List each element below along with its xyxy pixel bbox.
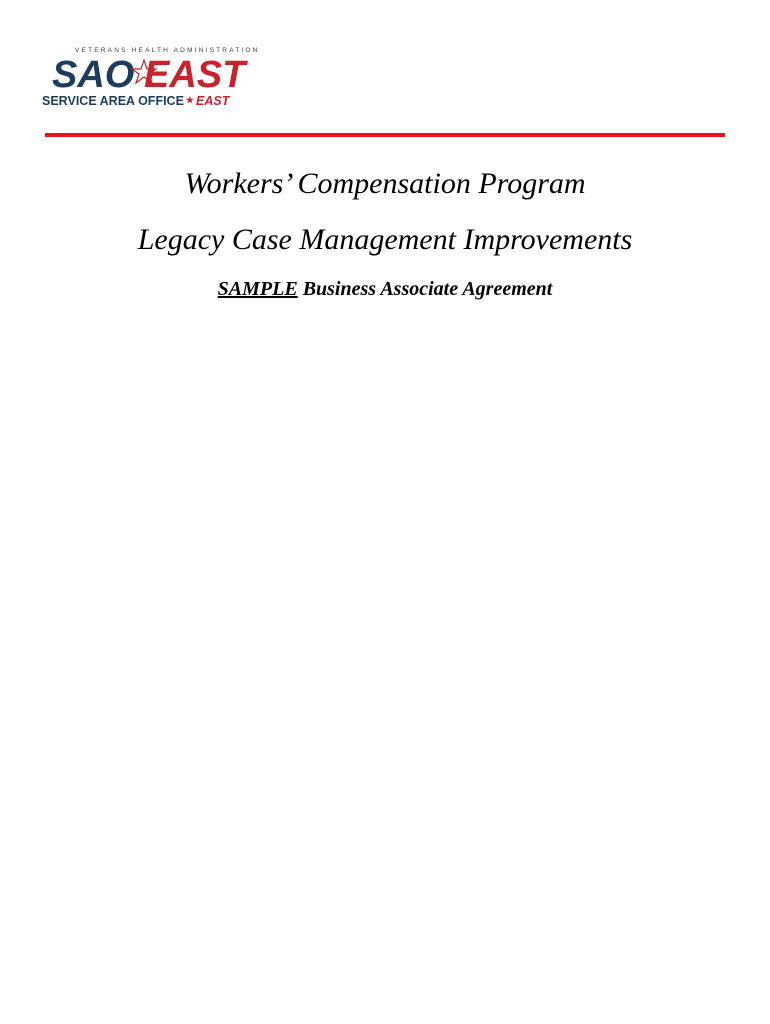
header-divider <box>45 133 725 137</box>
logo-star-small-icon: ★ <box>185 95 194 105</box>
logo-subline <box>42 94 229 108</box>
logo-wordmark <box>52 54 246 96</box>
document-title-block <box>0 163 770 303</box>
document-title-line1: Workers’ Compensation Program <box>184 167 586 200</box>
document-title-line2: Legacy Case Management Improvements <box>137 223 633 256</box>
logo-tagline: VETERANS HEALTH ADMINISTRATION <box>75 47 260 54</box>
logo-wordmark-east: EAST <box>144 54 246 96</box>
logo-subline-east: EAST <box>196 94 230 108</box>
subtitle-sample-label: SAMPLE <box>217 278 298 300</box>
document-subtitle <box>0 275 770 303</box>
logo-subline-text: SERVICE AREA OFFICE <box>42 94 184 108</box>
logo-wordmark-sao: SAO <box>52 54 135 96</box>
subtitle-text: Business Associate Agreement <box>302 278 553 300</box>
sao-east-logo <box>42 44 260 112</box>
